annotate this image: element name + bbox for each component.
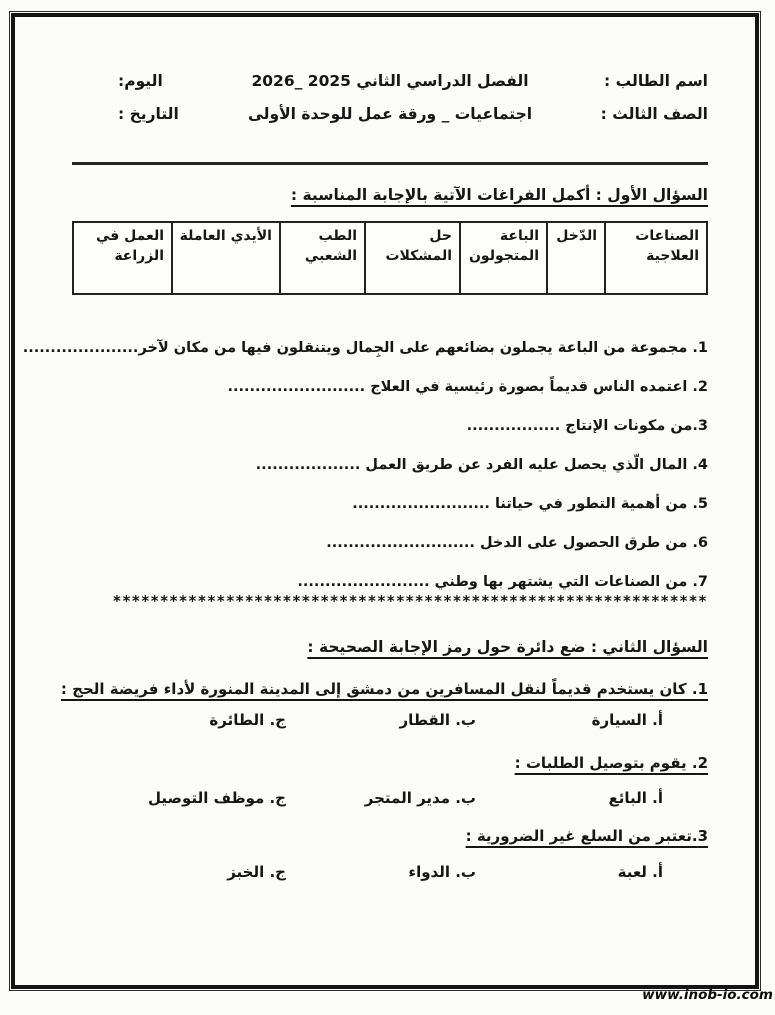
option-c: ج. الخبز: [227, 863, 286, 881]
subject-title: اجتماعيات _ ورقة عمل للوحدة الأولى: [247, 105, 533, 123]
option-c: ج. الطائرة: [209, 711, 286, 729]
semester-title: الفصل الدراسي الثاني 2025 _2026: [251, 72, 529, 90]
word-bank-cell: الصناعات العلاجية: [635, 228, 699, 265]
student-name-label: اسم الطالب :: [604, 72, 708, 90]
fill-in-item: 1. مجموعة من الباعة يجملون بضائعهم على الجِمال ويتنقلون فيها من مكان لآخر.....................: [22, 340, 708, 356]
word-bank-cell: حل المشكلات: [366, 223, 461, 293]
website-watermark: www.inob-io.com: [642, 987, 773, 1003]
word-bank-cell: العمل في الزراعة: [70, 223, 173, 293]
fill-in-item: 3.من مكونات الإنتاج .................: [466, 418, 708, 434]
worksheet-header: [72, 72, 708, 123]
word-bank-cell: الدّخل: [548, 223, 606, 293]
word-bank-cell: الطب الشعبي: [281, 223, 366, 293]
class-label: الصف الثالث :: [600, 105, 708, 123]
word-bank-table: [72, 221, 708, 295]
fill-in-item: 5. من أهمية التطور في حياتنا .........................: [352, 496, 708, 512]
option-a: أ. لعبة: [617, 863, 663, 881]
mcq-question-3: 3.تعتبر من السلع غير الضرورية :: [465, 827, 708, 845]
mcq-options-3: [72, 863, 708, 881]
section1-title: السؤال الأول : أكمل الفراغات الآتية بالإجابة المناسبة :: [290, 186, 708, 204]
fill-in-item: 6. من طرق الحصول على الدخل ...........................: [326, 535, 708, 551]
option-a: أ. البائع: [608, 789, 663, 807]
option-b: ب. القطار: [399, 711, 476, 729]
option-c: ج. موظف التوصيل: [148, 789, 286, 807]
fill-in-item: 2. اعتمده الناس قديماً بصورة رئيسية في العلاج .........................: [227, 379, 708, 395]
mcq-options-2: [72, 789, 708, 807]
asterisk-separator: ***************************************************************: [113, 592, 708, 610]
option-b: ب. مدير المتجر: [364, 789, 476, 807]
day-label: اليوم:: [118, 72, 163, 90]
option-b: ب. الدواء: [408, 863, 476, 881]
option-a: أ. السيارة: [591, 711, 663, 729]
section2-title: السؤال الثاني : ضع دائرة حول رمز الإجابة الصحيحة :: [307, 638, 708, 656]
date-label: التاريخ :: [118, 105, 179, 123]
word-bank-cell: الباعة المتجولون: [461, 223, 548, 293]
word-bank-cell: الأيدي العاملة: [173, 223, 281, 293]
mcq-question-2: 2. يقوم بتوصيل الطلبات :: [514, 754, 708, 772]
fill-in-item: 7. من الصناعات التي يشتهر بها وطني ........................: [297, 574, 708, 590]
header-divider-line: [72, 162, 708, 165]
mcq-options-1: [72, 711, 708, 729]
fill-in-item: 4. المال الّذي يحصل عليه الفرد عن طريق العمل ...................: [255, 457, 708, 473]
fill-in-items-list: [22, 329, 708, 602]
mcq-question-1: 1. كان يستخدم قديماً لنقل المسافرين من دمشق إلى المدينة المنورة لأداء فريضة الحج :: [60, 680, 708, 698]
